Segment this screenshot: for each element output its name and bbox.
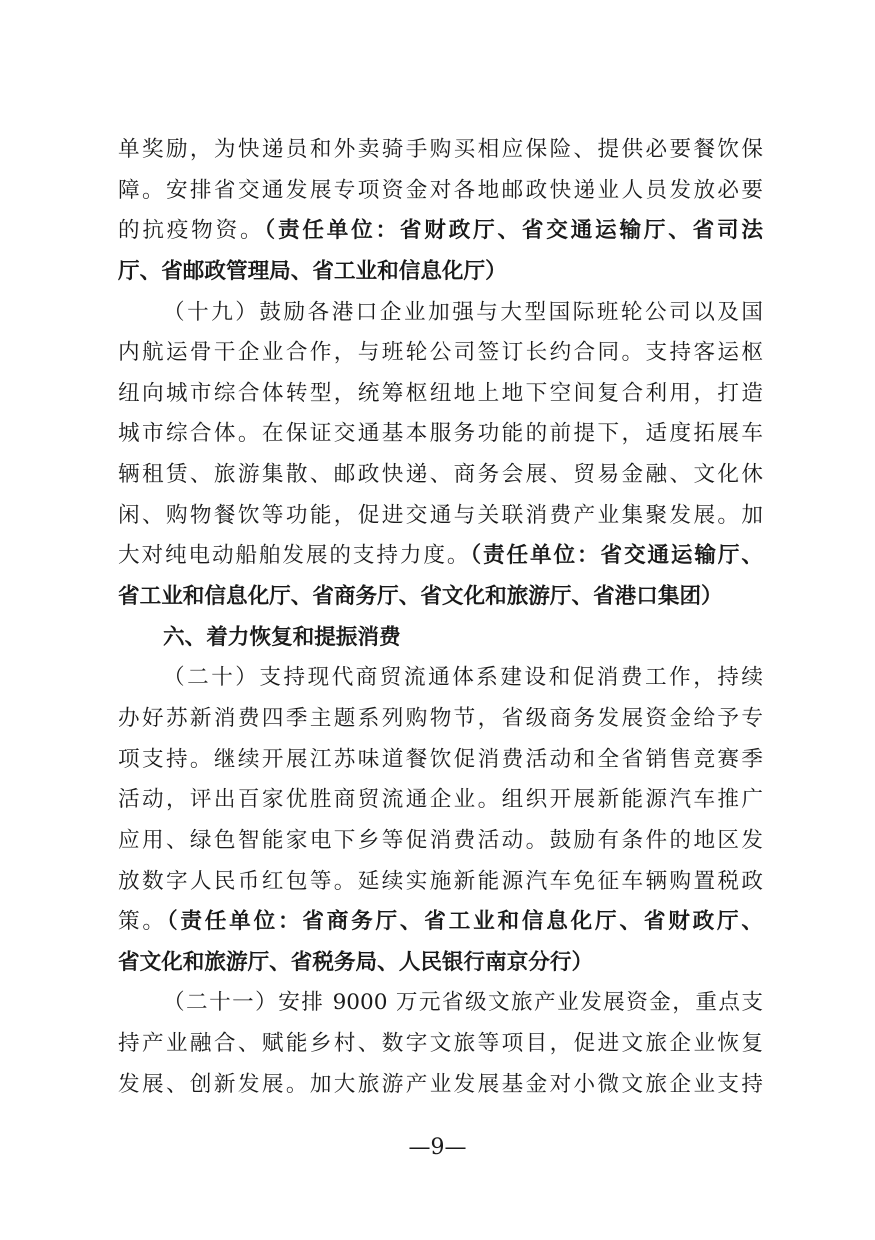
line-text: 障。安排省交通发展专项资金对各地邮政快递业人员发放必要: [118, 177, 763, 203]
line-text: 大对纯电动船舶发展的支持力度。: [118, 543, 471, 569]
text-line: [118, 1065, 763, 1106]
line-text: 闲、购物餐饮等功能，促进交通与关联消费产业集聚发展。加: [118, 502, 763, 528]
page-number: —9—: [408, 1135, 467, 1160]
section-heading: 六、着力恢复和提振消费: [163, 624, 401, 650]
text-line: [118, 699, 763, 740]
line-text: （二十一）安排 9000 万元省级文旅产业发展资金，重点支: [163, 990, 763, 1016]
text-line: [118, 252, 763, 293]
responsibility-text: 厅、省邮政管理局、省工业和信息化厅）: [118, 258, 507, 284]
text-line: [118, 455, 763, 496]
body-text: [118, 130, 763, 1105]
responsibility-text: （责任单位：省交通运输厅、: [470, 543, 763, 569]
line-text: 纽向城市综合体转型，统筹枢纽地上地下空间复合利用，打造: [118, 380, 763, 406]
text-line: [118, 293, 763, 334]
line-text: 放数字人民币红包等。延续实施新能源汽车免征车辆购置税政: [118, 868, 763, 894]
line-text: 策。: [118, 909, 167, 935]
text-line: [118, 414, 763, 455]
text-line: [118, 1024, 763, 1065]
line-text: 发展、创新发展。加大旅游产业发展基金对小微文旅企业支持: [118, 1071, 763, 1097]
text-line: [118, 333, 763, 374]
line-text: 辆租赁、旅游集散、邮政快递、商务会展、贸易金融、文化休: [118, 462, 763, 488]
text-line: [118, 577, 763, 618]
responsibility-text: （责任单位：省财政厅、省交通运输厅、省司法: [264, 218, 763, 244]
line-text: 城市综合体。在保证交通基本服务功能的前提下，适度拓展车: [118, 421, 763, 447]
line-text: 的抗疫物资。: [118, 218, 265, 244]
line-text: （二十）支持现代商贸流通体系建设和促消费工作，持续: [163, 665, 763, 691]
responsibility-text: （责任单位：省商务厅、省工业和信息化厅、省财政厅、: [166, 909, 763, 935]
line-text: 项支持。继续开展江苏味道餐饮促消费活动和全省销售竞赛季: [118, 746, 763, 772]
text-line: [118, 374, 763, 415]
text-line: [118, 983, 763, 1024]
text-line: [118, 130, 763, 171]
line-text: 应用、绿色智能家电下乡等促消费活动。鼓励有条件的地区发: [118, 827, 763, 853]
line-text: （十九）鼓励各港口企业加强与大型国际班轮公司以及国: [163, 299, 763, 325]
text-line: [118, 211, 763, 252]
line-text: 内航运骨干企业合作，与班轮公司签订长约合同。支持客运枢: [118, 340, 763, 366]
responsibility-text: 省工业和信息化厅、省商务厅、省文化和旅游厅、省港口集团）: [118, 584, 723, 610]
responsibility-text: 省文化和旅游厅、省税务局、人民银行南京分行）: [118, 949, 594, 975]
text-line: [118, 862, 763, 903]
text-line: [118, 780, 763, 821]
line-text: 单奖励，为快递员和外卖骑手购买相应保险、提供必要餐饮保: [118, 137, 763, 162]
text-line: [118, 821, 763, 862]
text-line: [118, 496, 763, 537]
line-text: 活动，评出百家优胜商贸流通企业。组织开展新能源汽车推广: [118, 787, 763, 813]
text-line: [118, 171, 763, 212]
line-text: 办好苏新消费四季主题系列购物节，省级商务发展资金给予专: [118, 705, 763, 731]
line-text: 持产业融合、赋能乡村、数字文旅等项目，促进文旅企业恢复: [118, 1031, 763, 1057]
text-line: [118, 536, 763, 577]
text-line: [118, 902, 763, 943]
text-line: [118, 943, 763, 984]
text-line: [118, 740, 763, 781]
text-line: [118, 658, 763, 699]
